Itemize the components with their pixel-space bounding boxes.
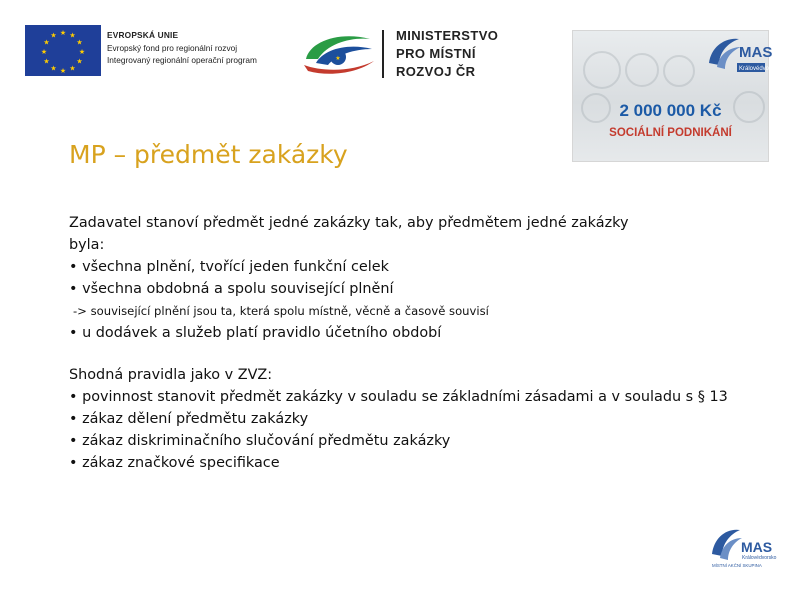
svg-text:★: ★ <box>50 31 57 40</box>
svg-text:★: ★ <box>78 48 86 56</box>
promo-caption: SOCIÁLNÍ PODNIKÁNÍ <box>609 127 732 139</box>
slide-title: MP – předmět zakázky <box>69 140 348 169</box>
mas-name: MAS <box>741 539 773 555</box>
promo-amount: 2 000 000 Kč <box>619 101 722 120</box>
body-line: byla: <box>69 237 105 253</box>
body-line: Zadavatel stanoví předmět jedné zakázky tak, aby předmětem jedné zakázky <box>69 215 629 231</box>
ministry-logo-text <box>396 27 498 81</box>
bullet-item: • zákaz značkové specifikace <box>69 455 280 471</box>
eu-logo <box>25 23 280 78</box>
svg-text:★: ★ <box>76 38 83 47</box>
svg-text:★: ★ <box>335 55 341 62</box>
bullet-item: • zákaz dělení předmětu zakázky <box>69 411 309 427</box>
note-line: -> související plnění jsou ta, která spolu místně, věcně a časově souvisí <box>73 304 489 318</box>
svg-text:★: ★ <box>69 64 76 73</box>
svg-text:★: ★ <box>40 48 48 56</box>
bullet-item: • u dodávek a služeb platí pravidlo účetního období <box>69 325 442 341</box>
svg-text:★: ★ <box>59 67 67 75</box>
eu-line-2: Evropský fond pro regionální rozvoj <box>107 42 238 53</box>
eu-logo-text <box>107 29 257 67</box>
mas-footer-icon <box>708 524 783 570</box>
bullet-item: • všechna plnění, tvořící jeden funkční celek <box>69 259 389 275</box>
mas-region: Královédvorsko <box>742 555 777 561</box>
svg-text:★: ★ <box>50 64 57 73</box>
eu-flag-icon <box>25 25 101 76</box>
ministry-line-2: PRO MÍSTNÍ <box>396 46 476 61</box>
mas-logo-icon <box>703 33 781 83</box>
slide-body <box>69 212 769 474</box>
eu-line-1: EVROPSKÁ UNIE <box>107 30 179 40</box>
ministry-line-1: MINISTERSTVO <box>396 28 499 43</box>
footer-mas-logo <box>708 524 783 570</box>
ministry-logo <box>300 25 530 80</box>
bullet-item: • povinnost stanovit předmět zakázky v souladu se základními zásadami a v souladu s § 13 <box>69 389 728 405</box>
svg-text:★: ★ <box>43 38 50 47</box>
svg-text:★: ★ <box>76 57 83 66</box>
ministry-line-3: ROZVOJ ČR <box>396 64 476 79</box>
eu-line-3: Integrovaný regionální operační program <box>107 55 257 65</box>
svg-text:★: ★ <box>43 57 50 66</box>
svg-text:★: ★ <box>59 29 67 37</box>
promo-banner <box>572 30 781 162</box>
bullet-item: • všechna obdobná a spolu související plnění <box>69 281 394 297</box>
svg-text:MAS: MAS <box>739 44 773 61</box>
section-heading: Shodná pravidla jako v ZVZ: <box>69 367 273 383</box>
mas-subtitle: MÍSTNÍ AKČNÍ SKUPINA <box>712 563 762 568</box>
ministry-emblem-icon <box>300 29 378 77</box>
bullet-item: • zákaz diskriminačního slučování předmětu zakázky <box>69 433 451 449</box>
svg-text:★: ★ <box>69 31 76 40</box>
mas-region-label: Královédvorsko <box>739 66 781 72</box>
ministry-divider <box>382 30 384 78</box>
